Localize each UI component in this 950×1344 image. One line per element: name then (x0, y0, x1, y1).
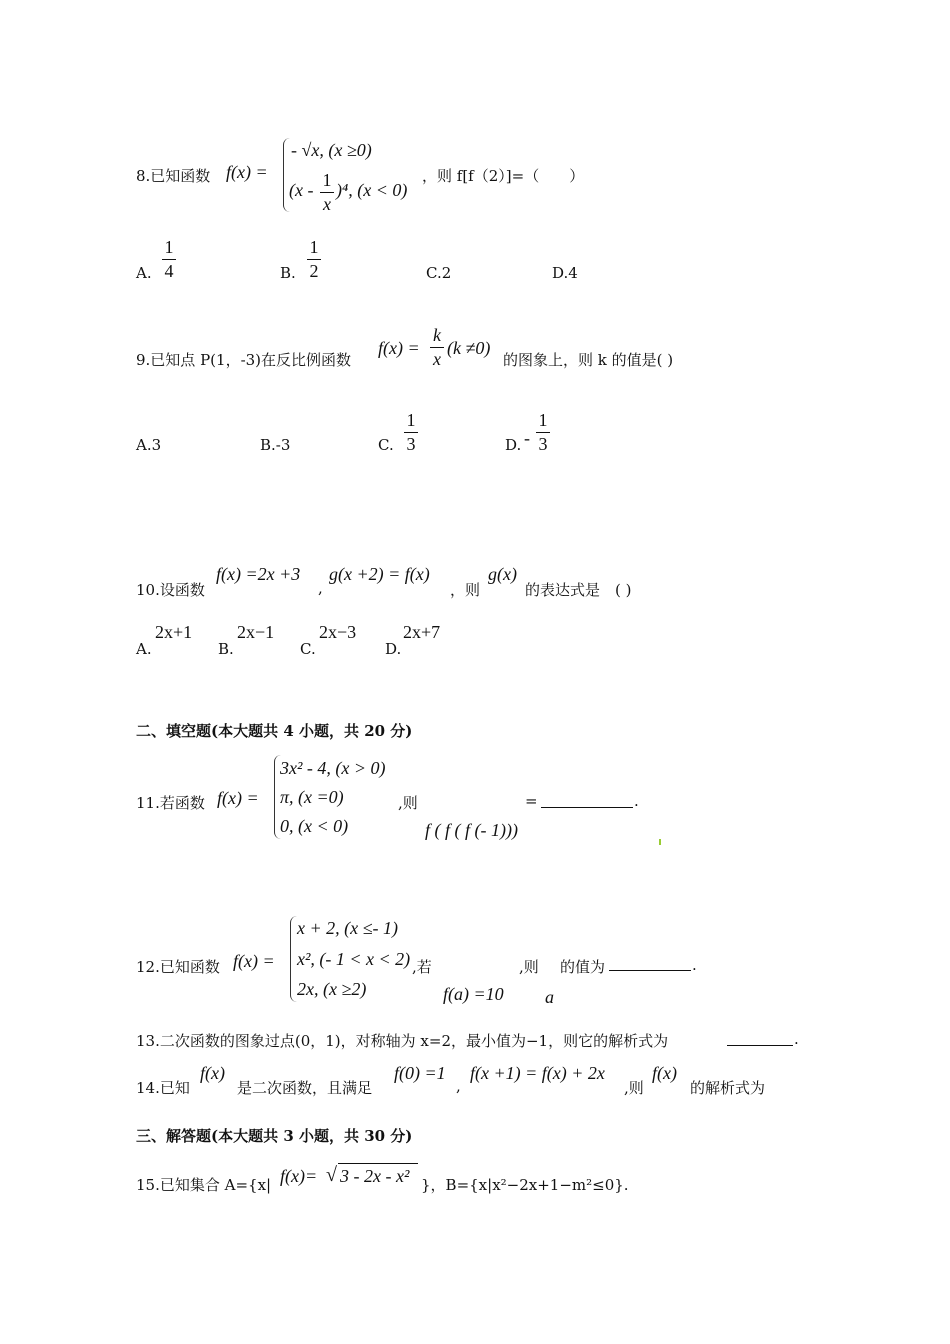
q10-option-a-label: A. (136, 640, 152, 658)
q12-mid: ,若 (412, 958, 432, 976)
q14-e1: f(0) =1 (394, 1063, 446, 1083)
q14-e2: f(x +1) = f(x) + 2x (470, 1063, 605, 1083)
q11-case3: 0, (x < 0) (280, 816, 349, 836)
q10-label: 10.设函数 (136, 581, 205, 599)
q9-option-d-frac (536, 410, 550, 455)
q12-end: . (692, 956, 697, 974)
q9-option-a: A.3 (136, 436, 162, 454)
q12-answer-blank[interactable] (609, 970, 691, 971)
q8-label: 8.已知函数 (136, 167, 211, 185)
q9-den: x (433, 349, 441, 369)
q12-tail: 的值为 (560, 958, 606, 976)
q10-option-d-expr: 2x+7 (403, 622, 441, 642)
q10-comma: , (318, 579, 323, 597)
q10-option-a-expr: 2x+1 (155, 622, 193, 642)
q9-num: k (433, 325, 441, 345)
q11-case2: π, (x =0) (280, 787, 344, 807)
q9-option-b: B.-3 (260, 436, 291, 454)
q9-cond: (k ≠0) (447, 338, 491, 358)
q13-answer-blank[interactable] (727, 1045, 793, 1046)
section-2-heading: 二、填空题(本大题共 4 小题，共 20 分) (136, 722, 413, 740)
q14-tail: 的解析式为 (690, 1079, 766, 1097)
q12-brace (290, 916, 297, 1002)
q8-case2-den: x (323, 194, 331, 214)
q9-tail: 的图象上，则 k 的值是( ) (503, 351, 674, 369)
q12-case2: x², (- 1 < x < 2) (297, 949, 411, 969)
q8-option-d: D.4 (552, 264, 578, 282)
q9-option-c-frac (404, 410, 418, 455)
q10-option-c-label: C. (300, 640, 316, 658)
q14-t1: 是二次函数，且满足 (237, 1079, 373, 1097)
q8-option-b-frac (307, 237, 321, 282)
q11-case1: 3x² - 4, (x > 0) (280, 758, 386, 778)
q8-case2-pre: (x - (289, 180, 314, 200)
q9-option-d-sign: - (524, 428, 530, 448)
q11-eq: = (525, 792, 538, 810)
q14-label: 14.已知 (136, 1079, 190, 1097)
q9-frac (430, 325, 444, 370)
section-3-heading: 三、解答题(本大题共 3 小题，共 30 分) (136, 1127, 413, 1145)
q10-expr2: g(x +2) = f(x) (329, 564, 430, 584)
q10-expr1: f(x) =2x +3 (216, 564, 301, 584)
stray-mark (659, 839, 661, 845)
q9-option-c-den: 3 (406, 434, 416, 454)
q15-rad: 3 - 2x - x² (340, 1166, 410, 1186)
q10-option-c-expr: 2x−3 (319, 622, 357, 642)
q8-case2-num: 1 (322, 170, 332, 190)
q11-fx: f(x) = (217, 788, 259, 808)
q9-option-d-label: D. (505, 436, 522, 454)
q13-end: . (794, 1030, 799, 1048)
q14-comma: , (456, 1077, 461, 1095)
q10-option-b-label: B. (218, 640, 234, 658)
q8-option-b-den: 2 (309, 261, 319, 281)
q8-option-a-frac (162, 237, 176, 282)
q14-fx2: f(x) (652, 1063, 677, 1083)
q15-radical-sign: √ (326, 1164, 337, 1186)
q12-case3: 2x, (x ≥2) (297, 979, 367, 999)
q11-mid: ,则 (398, 794, 418, 812)
q8-option-b-label: B. (280, 264, 296, 282)
q11-label: 11.若函数 (136, 794, 205, 812)
q12-label: 12.已知函数 (136, 958, 220, 976)
q12-a: a (545, 987, 554, 1007)
q10-option-b-expr: 2x−1 (237, 622, 275, 642)
q14-fx: f(x) (200, 1063, 225, 1083)
q9-option-c-label: C. (378, 436, 394, 454)
q8-case2-frac (320, 170, 334, 215)
q12-mid2: ,则 (519, 958, 539, 976)
q9-fx: f(x) = (378, 338, 420, 358)
q15-fx: f(x)= (280, 1166, 318, 1186)
q12-fx: f(x) = (233, 951, 275, 971)
q12-fa: f(a) =10 (443, 984, 504, 1004)
q8-case1: - √x, (x ≥0) (291, 140, 372, 160)
q11-expr: f ( f ( f (- 1))) (425, 820, 518, 840)
q9-option-d-num: 1 (538, 410, 548, 430)
q15-tail: }，B={x|x²−2x+1−m²≤0}. (421, 1176, 629, 1194)
q9-option-d-den: 3 (538, 434, 548, 454)
q8-option-a-den: 4 (164, 261, 174, 281)
q11-end: . (634, 792, 639, 810)
q8-case2-post: )⁴, (x < 0) (336, 180, 408, 200)
q10-expr3: g(x) (488, 564, 517, 584)
q10-tail: 的表达式是 ( ) (525, 581, 632, 599)
q14-t2: ,则 (624, 1079, 644, 1097)
q9-option-c-num: 1 (406, 410, 416, 430)
q12-case1: x + 2, (x ≤- 1) (297, 918, 398, 938)
q11-answer-blank[interactable] (541, 807, 633, 808)
q8-option-a-label: A. (136, 264, 152, 282)
q8-option-c: C.2 (426, 264, 452, 282)
q8-fx: f(x) = (226, 162, 268, 182)
q15-radical-bar (338, 1163, 418, 1164)
q9-label: 9.已知点 P(1，-3)在反比例函数 (136, 351, 352, 369)
q10-mid: ，则 (450, 581, 481, 599)
q8-question: ，则 f[f（2）]=（ ） (422, 167, 585, 185)
q10-option-d-label: D. (385, 640, 402, 658)
q13-text: 13.二次函数的图象过点(0，1)，对称轴为 x=2，最小值为−1，则它的解析式为 (136, 1032, 669, 1050)
q15-label: 15.已知集合 A={x| (136, 1176, 272, 1194)
q8-option-b-num: 1 (309, 237, 319, 257)
q8-option-a-num: 1 (164, 237, 174, 257)
